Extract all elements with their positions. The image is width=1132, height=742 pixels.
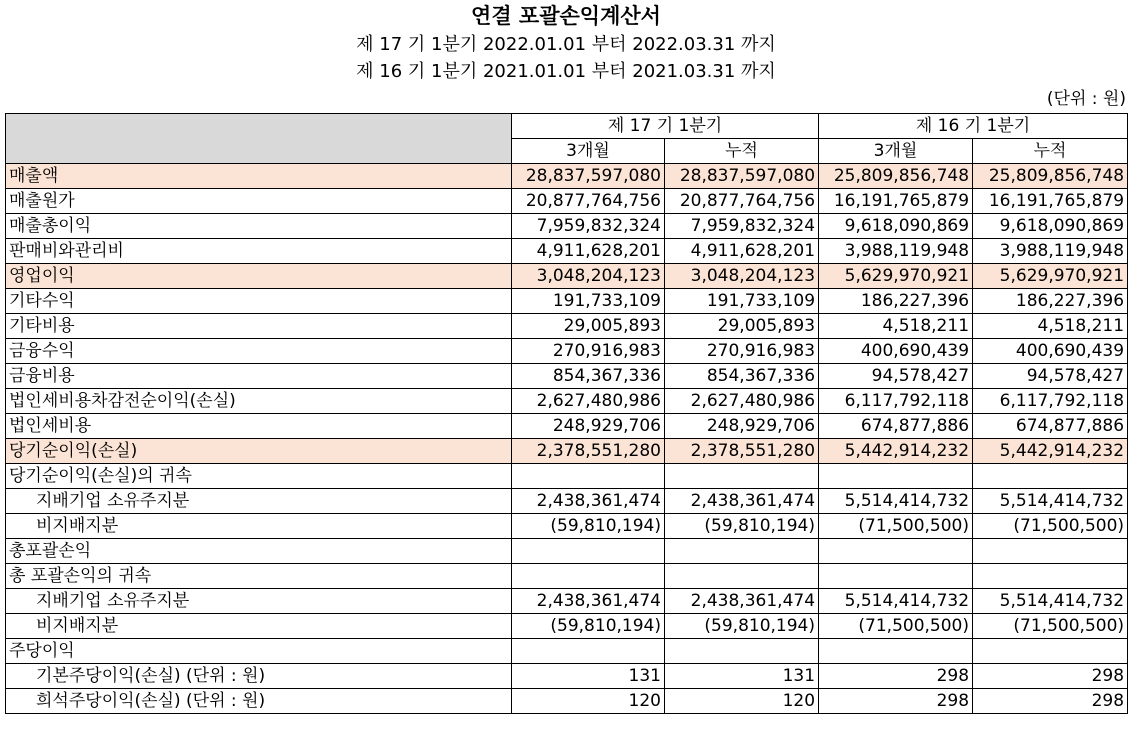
header-subcol: 누적 [973, 139, 1128, 164]
table-row [6, 614, 1128, 639]
row-label: 영업이익 [6, 264, 512, 289]
row-label: 총포괄손익 [6, 539, 512, 564]
row-value: 29,005,893 [665, 314, 819, 339]
row-value [819, 539, 973, 564]
row-value: 400,690,439 [973, 339, 1128, 364]
row-value [512, 564, 665, 589]
row-value: 20,877,764,756 [512, 189, 665, 214]
row-value [819, 564, 973, 589]
table-row [6, 389, 1128, 414]
row-value [512, 539, 665, 564]
row-value: 2,438,361,474 [665, 489, 819, 514]
row-value: 3,988,119,948 [819, 239, 973, 264]
row-value: (71,500,500) [819, 514, 973, 539]
row-value: 120 [665, 689, 819, 714]
row-value: 186,227,396 [819, 289, 973, 314]
row-value: 298 [819, 689, 973, 714]
table-row [6, 414, 1128, 439]
row-value: 94,578,427 [819, 364, 973, 389]
row-value [819, 464, 973, 489]
header-subcol: 3개월 [819, 139, 973, 164]
row-value: 120 [512, 689, 665, 714]
row-value: 16,191,765,879 [819, 189, 973, 214]
table-row [6, 489, 1128, 514]
row-value: 5,629,970,921 [819, 264, 973, 289]
table-row [6, 514, 1128, 539]
table-row [6, 314, 1128, 339]
row-value: 2,627,480,986 [512, 389, 665, 414]
row-value [665, 639, 819, 664]
row-value: 191,733,109 [665, 289, 819, 314]
table-row [6, 364, 1128, 389]
row-value: (59,810,194) [512, 514, 665, 539]
row-label: 금융수익 [6, 339, 512, 364]
table-row [6, 164, 1128, 189]
row-label: 기타수익 [6, 289, 512, 314]
row-value: 674,877,886 [973, 414, 1128, 439]
table-row [6, 564, 1128, 589]
row-value: 400,690,439 [819, 339, 973, 364]
row-label: 금융비용 [6, 364, 512, 389]
row-value [665, 464, 819, 489]
row-value: 2,378,551,280 [512, 439, 665, 464]
row-value: 270,916,983 [665, 339, 819, 364]
row-value: 28,837,597,080 [665, 164, 819, 189]
table-row [6, 589, 1128, 614]
row-label: 당기순이익(손실) [6, 439, 512, 464]
row-value: 4,518,211 [819, 314, 973, 339]
row-value: 191,733,109 [512, 289, 665, 314]
table-row [6, 689, 1128, 714]
table-row [6, 539, 1128, 564]
row-value: 2,438,361,474 [512, 589, 665, 614]
row-value: 25,809,856,748 [973, 164, 1128, 189]
row-value [973, 464, 1128, 489]
table-row [6, 339, 1128, 364]
row-label: 비지배지분 [6, 514, 512, 539]
row-value: 94,578,427 [973, 364, 1128, 389]
row-value: 4,911,628,201 [665, 239, 819, 264]
row-value: 5,514,414,732 [973, 489, 1128, 514]
row-value: 674,877,886 [819, 414, 973, 439]
table-row [6, 189, 1128, 214]
row-value [512, 639, 665, 664]
row-label: 매출원가 [6, 189, 512, 214]
row-label: 지배기업 소유주지분 [6, 589, 512, 614]
row-value [665, 539, 819, 564]
period-current: 제 17 기 1분기 2022.01.01 부터 2022.03.31 까지 [356, 34, 776, 55]
row-label: 총 포괄손익의 귀속 [6, 564, 512, 589]
row-value: 131 [665, 664, 819, 689]
row-value [819, 639, 973, 664]
header-row-groups [6, 114, 1128, 139]
row-value: 248,929,706 [665, 414, 819, 439]
row-label: 지배기업 소유주지분 [6, 489, 512, 514]
row-label: 매출총이익 [6, 214, 512, 239]
row-label: 기본주당이익(손실) (단위 : 원) [6, 664, 512, 689]
row-value [665, 564, 819, 589]
row-value: 854,367,336 [512, 364, 665, 389]
table-row [6, 289, 1128, 314]
row-value [973, 564, 1128, 589]
header-subcol: 누적 [665, 139, 819, 164]
row-value: 854,367,336 [665, 364, 819, 389]
row-value: (59,810,194) [665, 514, 819, 539]
table-row [6, 464, 1128, 489]
row-value: 20,877,764,756 [665, 189, 819, 214]
row-value: 298 [819, 664, 973, 689]
row-label: 기타비용 [6, 314, 512, 339]
row-value: 2,378,551,280 [665, 439, 819, 464]
row-label: 당기순이익(손실)의 귀속 [6, 464, 512, 489]
header-corner [6, 114, 512, 164]
row-value: 5,629,970,921 [973, 264, 1128, 289]
row-label: 판매비와관리비 [6, 239, 512, 264]
row-value: 2,627,480,986 [665, 389, 819, 414]
unit-label: (단위 : 원) [1046, 89, 1126, 109]
row-value: 25,809,856,748 [819, 164, 973, 189]
table-row [6, 639, 1128, 664]
row-value [973, 539, 1128, 564]
header-group-prior: 제 16 기 1분기 [819, 114, 1128, 139]
table-body [6, 164, 1128, 714]
row-label: 주당이익 [6, 639, 512, 664]
row-value: 186,227,396 [973, 289, 1128, 314]
row-label: 희석주당이익(손실) (단위 : 원) [6, 689, 512, 714]
row-value: 5,514,414,732 [973, 589, 1128, 614]
header-group-current: 제 17 기 1분기 [512, 114, 819, 139]
row-value: 2,438,361,474 [665, 589, 819, 614]
row-value: 5,442,914,232 [973, 439, 1128, 464]
row-value [973, 639, 1128, 664]
row-value: 6,117,792,118 [819, 389, 973, 414]
table-row [6, 239, 1128, 264]
row-value: 248,929,706 [512, 414, 665, 439]
row-value: 6,117,792,118 [973, 389, 1128, 414]
row-value: 5,442,914,232 [819, 439, 973, 464]
row-value: 7,959,832,324 [665, 214, 819, 239]
table-row [6, 214, 1128, 239]
period-prior: 제 16 기 1분기 2021.01.01 부터 2021.03.31 까지 [356, 61, 776, 82]
row-value: 3,048,204,123 [512, 264, 665, 289]
row-value: (71,500,500) [973, 514, 1128, 539]
statement-title: 연결 포괄손익계산서 [471, 4, 661, 28]
row-value: (59,810,194) [665, 614, 819, 639]
row-label: 비지배지분 [6, 614, 512, 639]
row-value: 9,618,090,869 [973, 214, 1128, 239]
row-value: 5,514,414,732 [819, 489, 973, 514]
header-subcol: 3개월 [512, 139, 665, 164]
table-row [6, 264, 1128, 289]
row-value [512, 464, 665, 489]
row-value: 298 [973, 689, 1128, 714]
row-value: 4,911,628,201 [512, 239, 665, 264]
row-value: 3,988,119,948 [973, 239, 1128, 264]
row-value: 29,005,893 [512, 314, 665, 339]
row-value: (71,500,500) [819, 614, 973, 639]
income-statement-table [5, 113, 1128, 714]
row-value: (71,500,500) [973, 614, 1128, 639]
row-value: 7,959,832,324 [512, 214, 665, 239]
row-value: (59,810,194) [512, 614, 665, 639]
row-value: 131 [512, 664, 665, 689]
row-value: 2,438,361,474 [512, 489, 665, 514]
row-value: 270,916,983 [512, 339, 665, 364]
row-label: 매출액 [6, 164, 512, 189]
row-value: 4,518,211 [973, 314, 1128, 339]
row-value: 5,514,414,732 [819, 589, 973, 614]
row-value: 28,837,597,080 [512, 164, 665, 189]
row-label: 법인세비용차감전순이익(손실) [6, 389, 512, 414]
row-label: 법인세비용 [6, 414, 512, 439]
row-value: 3,048,204,123 [665, 264, 819, 289]
table-row [6, 439, 1128, 464]
table-row [6, 664, 1128, 689]
row-value: 298 [973, 664, 1128, 689]
row-value: 16,191,765,879 [973, 189, 1128, 214]
row-value: 9,618,090,869 [819, 214, 973, 239]
